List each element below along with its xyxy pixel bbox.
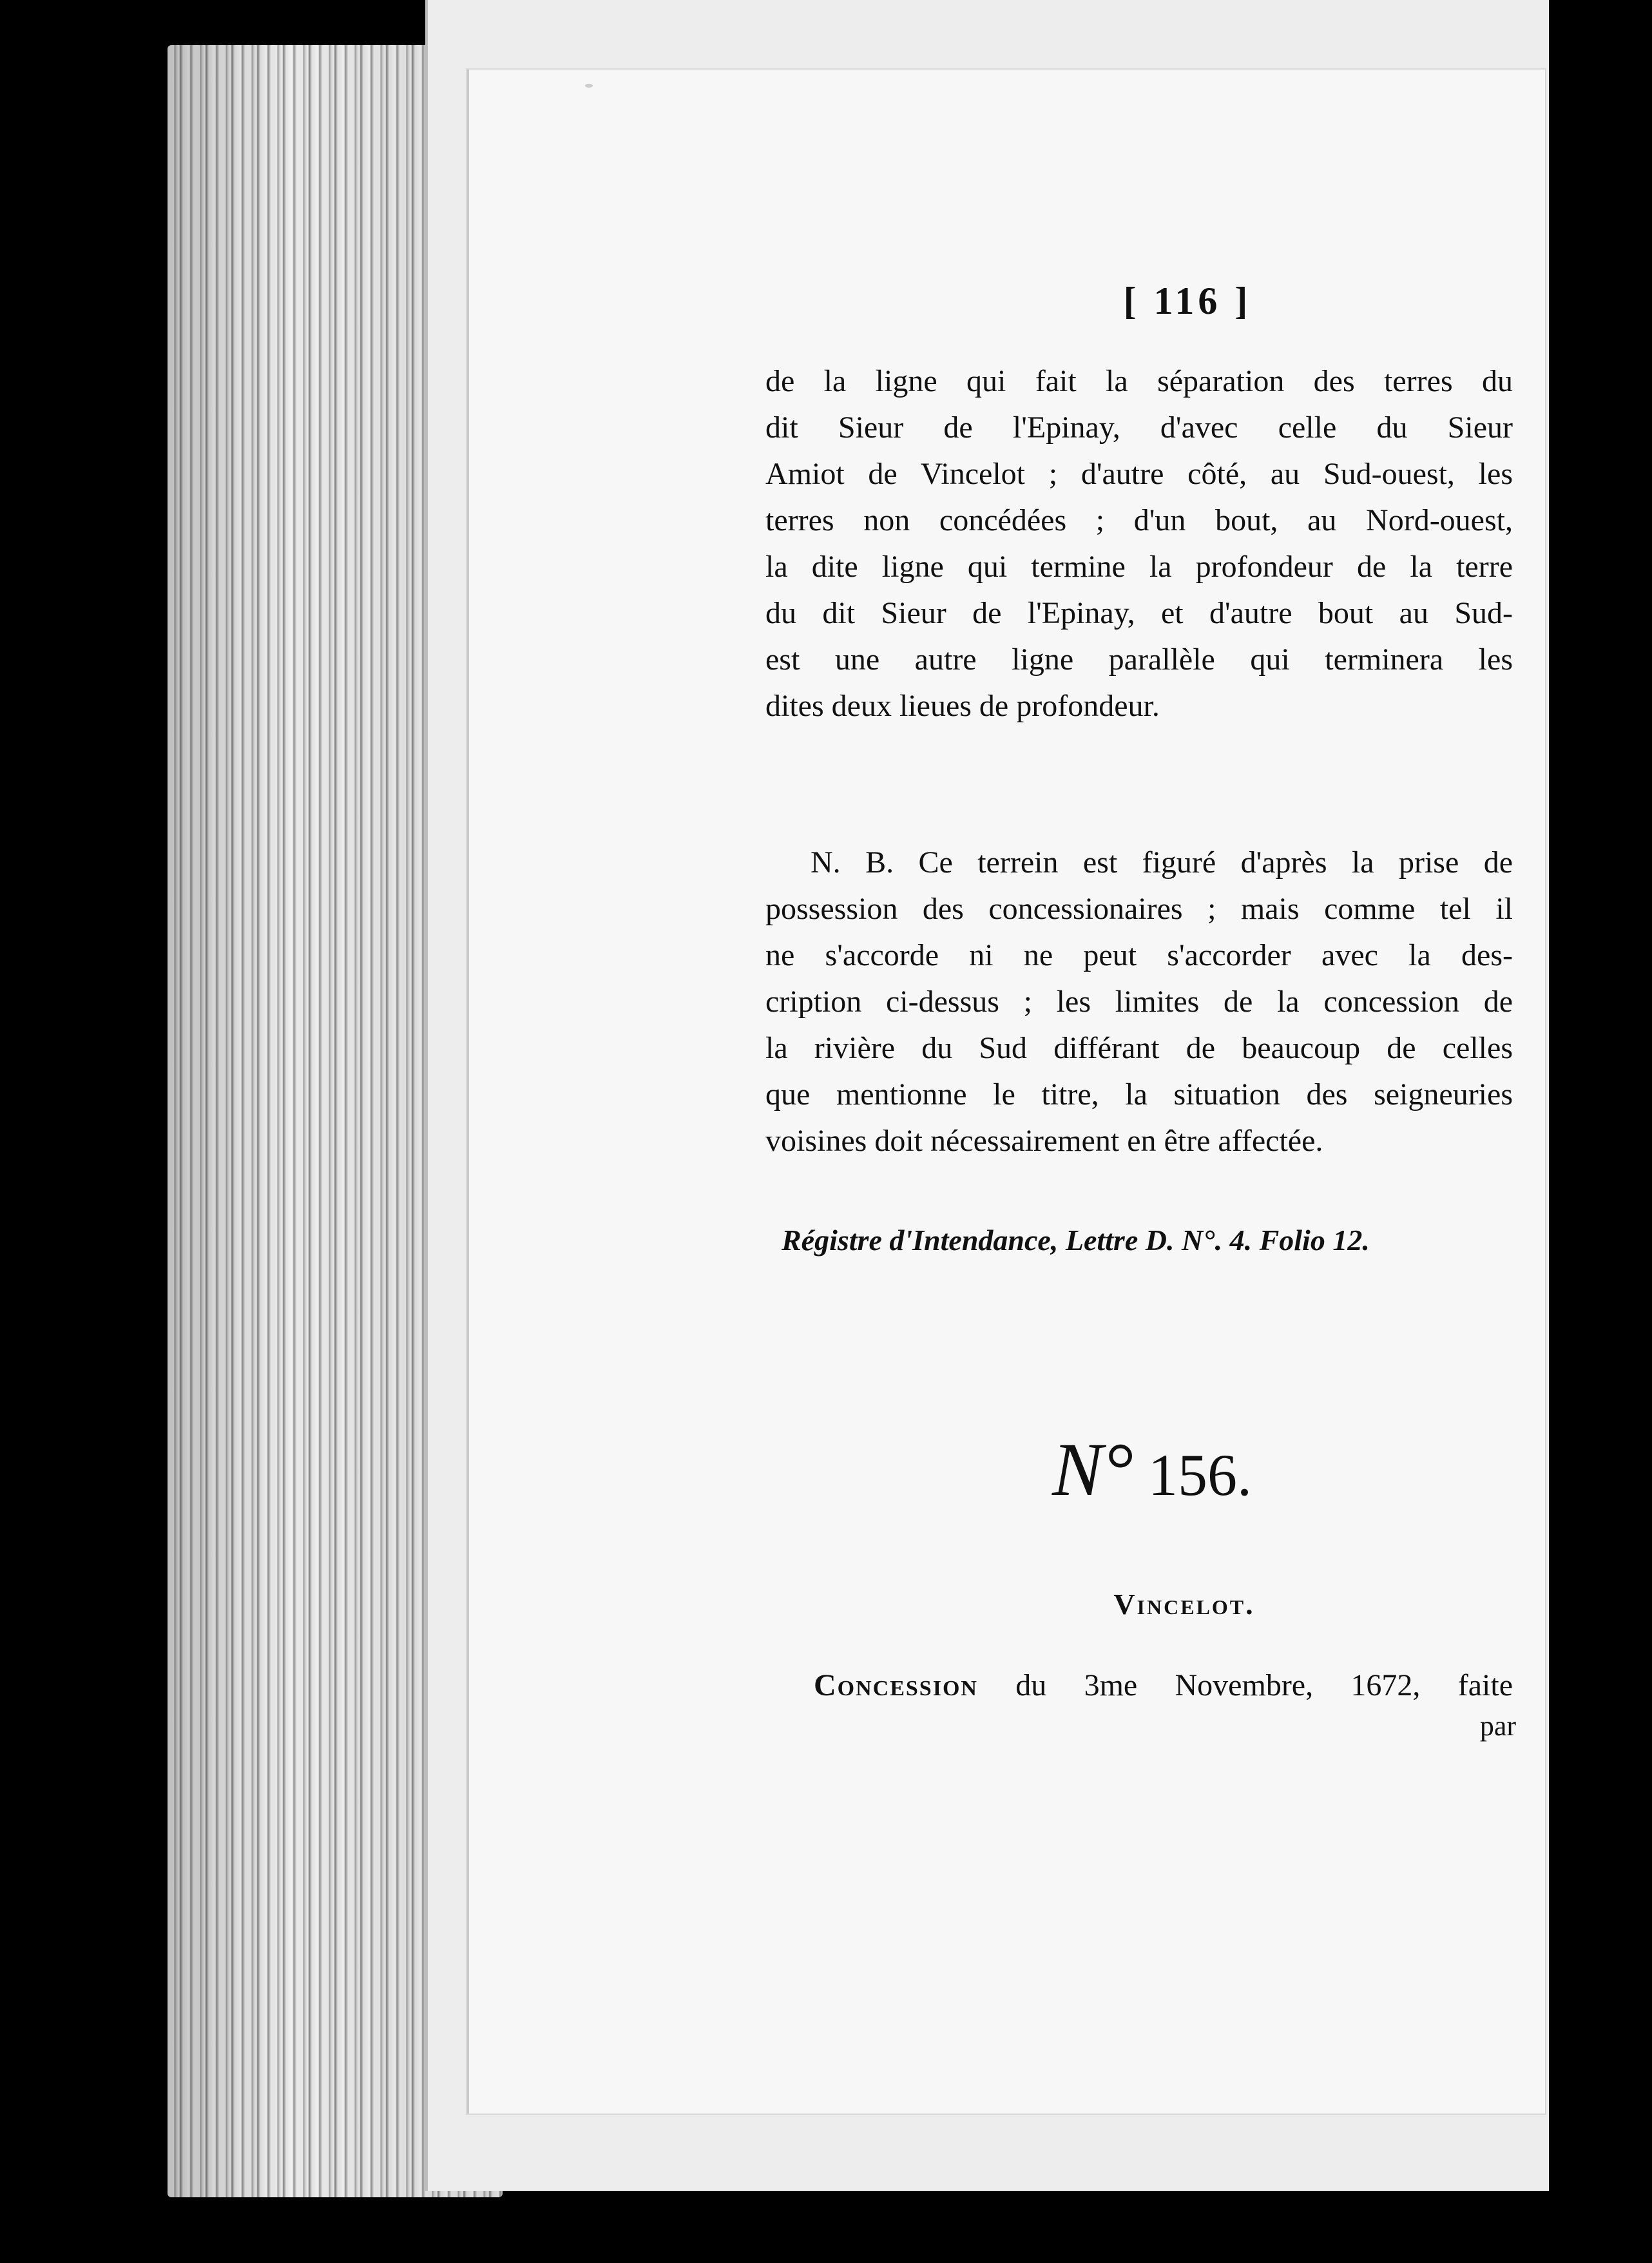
paragraph-1 (765, 358, 1513, 729)
page-number: [ 116 ] (1123, 280, 1252, 322)
section-heading: Vincelot. (1113, 1588, 1255, 1621)
text-line: Amiot de Vincelot ; d'autre côté, au Sud-ouest, les (765, 457, 1513, 491)
text-line: cription ci-dessus ; les limites de la concession de (765, 985, 1513, 1019)
text-line: N. B. Ce terrein est figuré d'après la prise de (811, 845, 1513, 880)
text-line: dites deux lieues de profondeur. (765, 689, 1160, 723)
text-line: la rivière du Sud différant de beaucoup de celles (765, 1031, 1513, 1065)
text-line: la dite ligne qui termine la profondeur de la terre (765, 550, 1513, 584)
text-line: du dit Sieur de l'Epinay, et d'autre bout au Sud- (765, 596, 1513, 630)
text-line: est une autre ligne parallèle qui terminera les (765, 642, 1513, 677)
concession-lead: Concession (814, 1668, 978, 1702)
numero-symbol: N° (1052, 1427, 1133, 1512)
document-page (467, 70, 1545, 2114)
text-line: ne s'accorde ni ne peut s'accorder avec la des- (765, 938, 1513, 972)
text-line: possession des concessionaires ; mais comme tel il (765, 892, 1513, 926)
text-line: voisines doit nécessairement en être affectée. (765, 1124, 1323, 1158)
concession-rest: du 3me Novembre, 1672, faite (977, 1668, 1513, 1702)
text-line: terres non concédées ; d'un bout, au Nord-ouest, (765, 503, 1513, 537)
page-speck (585, 84, 593, 88)
text-line: de la ligne qui fait la séparation des terres du (765, 364, 1513, 398)
register-reference: Régistre d'Intendance, Lettre D. N°. 4. Folio 12. (782, 1224, 1370, 1257)
entry-number-value: 156. (1148, 1442, 1252, 1508)
paragraph-nota-bene (765, 840, 1513, 1164)
concession-line (814, 1662, 1513, 1709)
entry-number (984, 1426, 1320, 1514)
text-line: que mentionne le titre, la situation des seigneuries (765, 1077, 1513, 1112)
text-line: dit Sieur de l'Epinay, d'avec celle du Sieur (765, 410, 1513, 445)
catchword: par (1479, 1710, 1516, 1742)
